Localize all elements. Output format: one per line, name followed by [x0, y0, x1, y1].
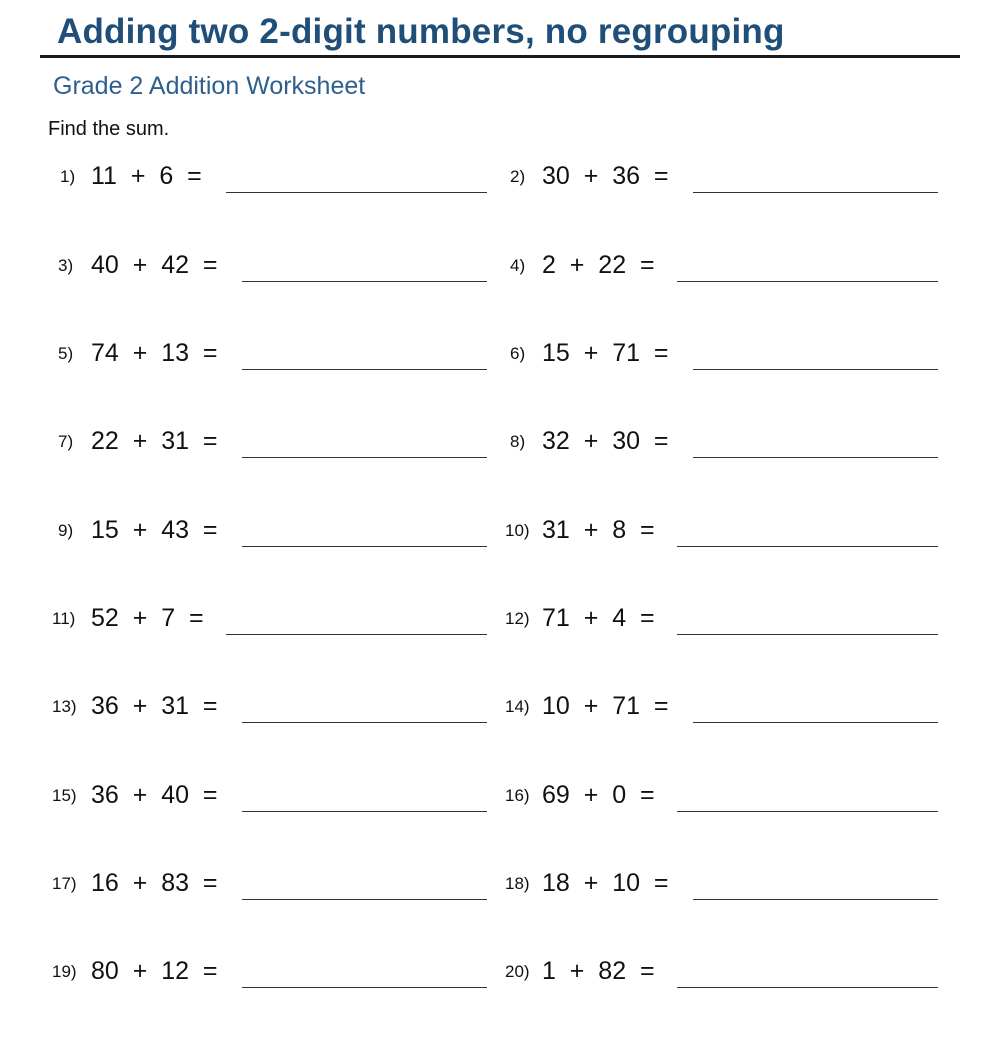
- problem-number: 4): [510, 256, 526, 275]
- answer-line[interactable]: [693, 899, 938, 900]
- problem-expression: 15 + 71 =: [542, 339, 669, 367]
- problem-expression: 74 + 13 =: [91, 339, 218, 367]
- problem-7: [0, 428, 500, 458]
- problem-14: [500, 693, 1000, 723]
- problem-number: 19): [52, 962, 77, 981]
- problem-number: 3): [58, 256, 74, 275]
- problem-17: [0, 870, 500, 900]
- problem-number: 9): [58, 521, 74, 540]
- problem-9: [0, 517, 500, 547]
- problem-15: [0, 782, 500, 812]
- answer-line[interactable]: [242, 899, 487, 900]
- problem-number: 5): [58, 344, 74, 363]
- problem-number: 12): [505, 609, 530, 628]
- problem-expression: 18 + 10 =: [542, 869, 669, 897]
- answer-line[interactable]: [226, 634, 487, 635]
- answer-line[interactable]: [693, 369, 938, 370]
- problem-expression: 10 + 71 =: [542, 692, 669, 720]
- problem-8: [500, 428, 1000, 458]
- problem-number: 15): [52, 786, 77, 805]
- problem-number: 13): [52, 697, 77, 716]
- answer-line[interactable]: [242, 546, 487, 547]
- problem-expression: 40 + 42 =: [91, 251, 218, 279]
- problem-16: [500, 782, 1000, 812]
- problem-3: [0, 252, 500, 282]
- worksheet-title: Adding two 2-digit numbers, no regrouping: [57, 12, 785, 51]
- problem-number: 1): [60, 167, 76, 186]
- problem-expression: 1 + 82 =: [542, 957, 655, 985]
- problem-expression: 30 + 36 =: [542, 162, 669, 190]
- problem-2: [500, 163, 1000, 193]
- answer-line[interactable]: [242, 987, 487, 988]
- problem-number: 16): [505, 786, 530, 805]
- problem-number: 20): [505, 962, 530, 981]
- problem-1: [0, 163, 500, 193]
- problem-20: [500, 958, 1000, 988]
- problem-expression: 36 + 31 =: [91, 692, 218, 720]
- problem-expression: 16 + 83 =: [91, 869, 218, 897]
- problem-number: 17): [52, 874, 77, 893]
- answer-line[interactable]: [677, 634, 938, 635]
- answer-line[interactable]: [693, 457, 938, 458]
- answer-line[interactable]: [677, 987, 938, 988]
- problem-number: 7): [58, 432, 74, 451]
- answer-line[interactable]: [693, 192, 938, 193]
- problem-12: [500, 605, 1000, 635]
- problem-expression: 69 + 0 =: [542, 781, 655, 809]
- worksheet-subtitle: Grade 2 Addition Worksheet: [53, 72, 366, 100]
- problem-number: 2): [510, 167, 526, 186]
- answer-line[interactable]: [693, 722, 938, 723]
- problem-10: [500, 517, 1000, 547]
- answer-line[interactable]: [226, 192, 487, 193]
- answer-line[interactable]: [242, 369, 487, 370]
- problem-number: 6): [510, 344, 526, 363]
- answer-line[interactable]: [677, 546, 938, 547]
- problem-number: 10): [505, 521, 530, 540]
- problem-11: [0, 605, 500, 635]
- answer-line[interactable]: [677, 811, 938, 812]
- problem-expression: 22 + 31 =: [91, 427, 218, 455]
- problem-expression: 71 + 4 =: [542, 604, 655, 632]
- answer-line[interactable]: [242, 811, 487, 812]
- problem-expression: 36 + 40 =: [91, 781, 218, 809]
- problem-number: 14): [505, 697, 530, 716]
- problem-5: [0, 340, 500, 370]
- problem-number: 11): [52, 609, 76, 628]
- problem-expression: 31 + 8 =: [542, 516, 655, 544]
- problem-expression: 2 + 22 =: [542, 251, 655, 279]
- answer-line[interactable]: [677, 281, 938, 282]
- problem-expression: 52 + 7 =: [91, 604, 204, 632]
- answer-line[interactable]: [242, 722, 487, 723]
- problem-expression: 80 + 12 =: [91, 957, 218, 985]
- answer-line[interactable]: [242, 457, 487, 458]
- answer-line[interactable]: [242, 281, 487, 282]
- instruction-text: Find the sum.: [48, 118, 170, 140]
- problem-number: 8): [510, 432, 526, 451]
- problem-18: [500, 870, 1000, 900]
- problem-6: [500, 340, 1000, 370]
- problem-13: [0, 693, 500, 723]
- problem-4: [500, 252, 1000, 282]
- problem-expression: 11 + 6 =: [91, 162, 202, 190]
- problem-19: [0, 958, 500, 988]
- title-underline: [40, 55, 960, 58]
- problem-number: 18): [505, 874, 530, 893]
- problem-expression: 15 + 43 =: [91, 516, 218, 544]
- problem-expression: 32 + 30 =: [542, 427, 669, 455]
